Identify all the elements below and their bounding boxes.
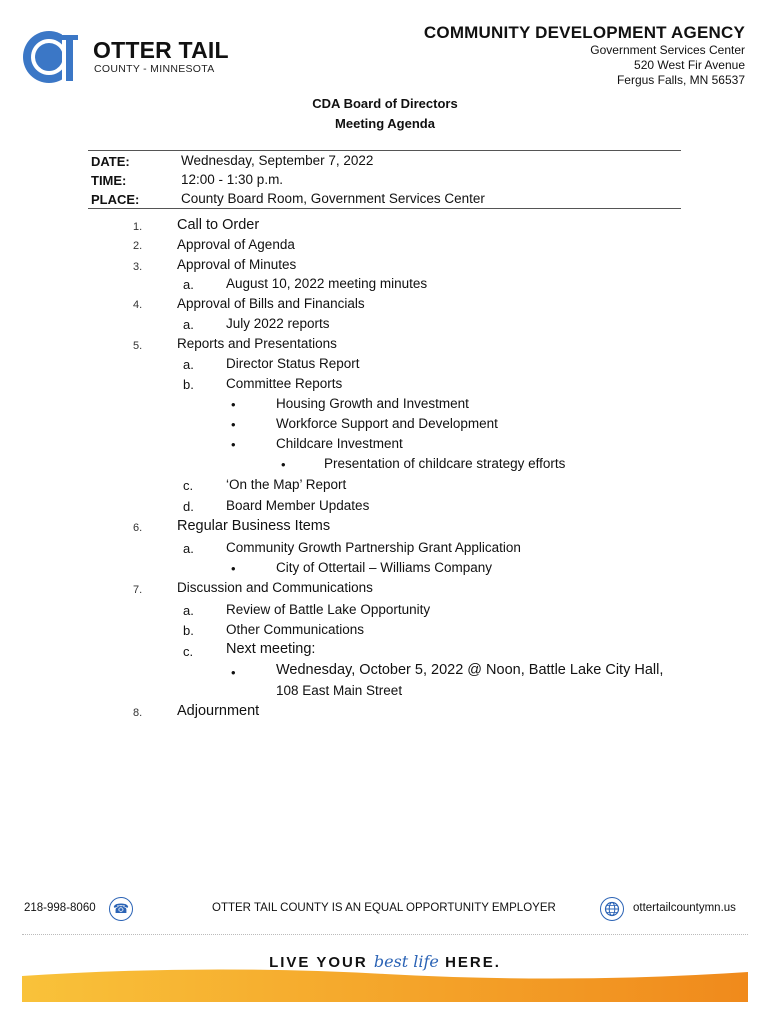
footer-website[interactable]: ottertailcountymn.us — [633, 902, 736, 914]
sub-item: Other Communications — [226, 622, 365, 637]
agency-address-line: Fergus Falls, MN 56537 — [616, 73, 745, 87]
sub-letter: a. — [183, 541, 194, 556]
place-label: PLACE: — [91, 192, 140, 207]
agenda-item: Reports and Presentations — [177, 336, 337, 351]
logo-title: OTTER TAIL — [93, 37, 229, 63]
footer-color-band — [22, 968, 748, 1002]
globe-icon — [600, 897, 624, 921]
bullet-icon: • — [231, 665, 236, 680]
sub-letter: d. — [183, 499, 194, 514]
agenda-number: 4. — [133, 299, 143, 311]
tagline-script: best life — [373, 952, 439, 971]
agenda-item: Approval of Bills and Financials — [177, 296, 365, 311]
agenda-number: 6. — [133, 522, 143, 534]
agenda-number: 8. — [133, 707, 143, 719]
logo-subtitle: COUNTY - MINNESOTA — [94, 63, 215, 75]
place-value: County Board Room, Government Services Center — [181, 191, 485, 206]
sub-letter: a. — [183, 357, 194, 372]
agency-name: COMMUNITY DEVELOPMENT AGENCY — [423, 23, 745, 42]
divider-bottom — [88, 208, 681, 209]
time-value: 12:00 - 1:30 p.m. — [181, 172, 284, 187]
agenda-item: Discussion and Communications — [177, 580, 373, 595]
sub-item: Next meeting: — [226, 641, 316, 657]
bullet-icon: • — [281, 457, 286, 472]
footer-eeo: OTTER TAIL COUNTY IS AN EQUAL OPPORTUNITY EMPLOYER — [212, 902, 556, 914]
agency-block — [424, 23, 745, 88]
agenda-number: 1. — [133, 221, 143, 233]
sub-letter: b. — [183, 623, 194, 638]
agenda-item: Approval of Agenda — [177, 237, 295, 252]
sub-item: Director Status Report — [226, 356, 360, 371]
footer-phone: 218-998-8060 — [24, 902, 96, 914]
agenda-number: 5. — [133, 340, 143, 352]
bullet-continuation: 108 East Main Street — [276, 683, 403, 698]
agency-address-line: 520 West Fir Avenue — [634, 58, 745, 72]
sub-item: Board Member Updates — [226, 498, 370, 513]
sub-item: ‘On the Map’ Report — [226, 477, 347, 492]
sub-item: Committee Reports — [226, 376, 343, 391]
agenda-item: Call to Order — [177, 217, 260, 233]
agenda-number: 7. — [133, 584, 143, 596]
sub-letter: b. — [183, 377, 194, 392]
footer-divider — [22, 934, 748, 935]
date-label: DATE: — [91, 154, 130, 169]
agenda-item: Regular Business Items — [177, 518, 331, 534]
otter-tail-logo-icon — [22, 27, 80, 85]
tagline-start: LIVE YOUR — [269, 954, 368, 971]
agency-address-line: Government Services Center — [590, 43, 745, 57]
sub-item: Review of Battle Lake Opportunity — [226, 602, 431, 617]
bullet-icon: • — [231, 397, 236, 412]
date-value: Wednesday, September 7, 2022 — [181, 153, 374, 168]
document-subtitle: Meeting Agenda — [335, 116, 435, 131]
divider-top — [88, 150, 681, 151]
sub-letter: a. — [183, 603, 194, 618]
agenda-number: 3. — [133, 261, 143, 273]
agenda-item: Approval of Minutes — [177, 257, 297, 272]
agenda-number: 2. — [133, 240, 143, 252]
tagline-end: HERE. — [445, 954, 501, 971]
document-title: CDA Board of Directors — [312, 96, 458, 111]
sub-letter: c. — [183, 644, 194, 659]
bullet-item: Childcare Investment — [276, 436, 403, 451]
sub-letter: a. — [183, 277, 194, 292]
bullet-icon: • — [231, 561, 236, 576]
phone-icon: ☎ — [109, 897, 133, 921]
sub-item: July 2022 reports — [226, 316, 330, 331]
bullet-item: Wednesday, October 5, 2022 @ Noon, Battle Lake City Hall, — [276, 662, 664, 678]
sub-letter: a. — [183, 317, 194, 332]
bullet-icon: • — [231, 417, 236, 432]
sub-bullet-item: Presentation of childcare strategy efforts — [324, 456, 566, 471]
sub-letter: c. — [183, 478, 194, 493]
bullet-icon: • — [231, 437, 236, 452]
bullet-item: Workforce Support and Development — [276, 416, 498, 431]
sub-item: Community Growth Partnership Grant Application — [226, 540, 521, 555]
sub-item: August 10, 2022 meeting minutes — [226, 276, 428, 291]
bullet-item: Housing Growth and Investment — [276, 396, 469, 411]
bullet-item: City of Ottertail – Williams Company — [276, 560, 493, 575]
agenda-item: Adjournment — [177, 703, 260, 719]
time-label: TIME: — [91, 173, 127, 188]
